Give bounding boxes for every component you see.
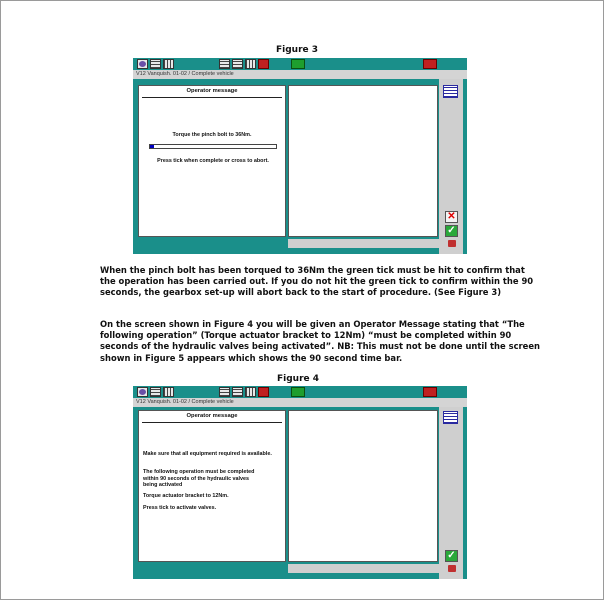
status-text: V12 Vanquish. 01-02 / Complete vehicle: [136, 71, 234, 77]
bars-icon[interactable]: [163, 387, 174, 397]
status-bar: [133, 398, 467, 407]
operator-message-title: Operator message: [186, 88, 238, 94]
figure-4-caption: Figure 4: [277, 374, 320, 384]
lock-icon: [448, 240, 456, 247]
divider: [142, 97, 282, 98]
status-bar: [133, 70, 467, 79]
instruction-text: Press tick when complete or cross to abort.: [157, 158, 269, 164]
red-tool-icon[interactable]: [258, 387, 269, 397]
grid-icon[interactable]: [150, 387, 161, 397]
list-view-icon[interactable]: [443, 85, 458, 98]
cross-button[interactable]: ✕: [445, 211, 458, 223]
toolbar: [133, 386, 467, 398]
tick-button[interactable]: ✓: [445, 225, 458, 237]
tick-button[interactable]: ✓: [445, 550, 458, 562]
list-icon[interactable]: [232, 59, 243, 69]
figure-4-screenshot: [133, 386, 467, 579]
side-toolbar: [439, 407, 463, 579]
operator-message-panel: [138, 85, 286, 237]
info-panel: [288, 410, 438, 562]
app-icon[interactable]: [137, 59, 148, 69]
message-line-1: Make sure that all equipment required is available.: [143, 451, 272, 457]
progress-fill: [150, 145, 154, 148]
diagnostic-icon[interactable]: [219, 387, 230, 397]
lock-icon: [448, 565, 456, 572]
operator-message-panel: [138, 410, 286, 562]
grid-icon[interactable]: [150, 59, 161, 69]
message-line-3: Torque actuator bracket to 12Nm.: [143, 493, 229, 499]
red-car-icon[interactable]: [423, 387, 437, 397]
figure-3-screenshot: [133, 58, 467, 254]
bars-icon[interactable]: [163, 59, 174, 69]
list-view-icon[interactable]: [443, 411, 458, 424]
divider: [142, 422, 282, 423]
monitor-icon[interactable]: [245, 387, 256, 397]
monitor-icon[interactable]: [245, 59, 256, 69]
progress-bar: [149, 144, 277, 149]
red-car-icon[interactable]: [423, 59, 437, 69]
red-tool-icon[interactable]: [258, 59, 269, 69]
status-text: V12 Vanquish. 01-02 / Complete vehicle: [136, 399, 234, 405]
diagnostic-icon[interactable]: [219, 59, 230, 69]
info-panel: [288, 85, 438, 237]
operator-message-text: Torque the pinch bolt to 36Nm.: [172, 132, 252, 138]
operator-message-title: Operator message: [186, 413, 238, 419]
message-line-4: Press tick to activate valves.: [143, 505, 217, 511]
message-line-2: The following operation must be completed within 90 seconds of the hydraulic valves being activated: [143, 469, 255, 489]
green-ecu-icon[interactable]: [291, 59, 305, 69]
side-toolbar: [439, 79, 463, 254]
paragraph-1: When the pinch bolt has been torqued to 36Nm the green tick must be hit to confirm that the operation has been carried out. If you do not hit the green tick to confirm within the 90 seconds, the gearbox set-up will abort back to the start of procedure. (See Figure 3): [100, 265, 534, 298]
list-icon[interactable]: [232, 387, 243, 397]
bottom-status-bar: [288, 239, 439, 248]
green-ecu-icon[interactable]: [291, 387, 305, 397]
toolbar: [133, 58, 467, 70]
bottom-status-bar: [288, 564, 439, 573]
app-icon[interactable]: [137, 387, 148, 397]
figure-3-caption: Figure 3: [276, 45, 319, 55]
paragraph-2: On the screen shown in Figure 4 you will be given an Operator Message stating that “The following operation” (Torque actuator bracket to 12Nm) “must be completed within 90 seconds of the hydraulic valves being activated”. NB: This must not be done until the screen shown in Figure 5 appears which shows the 90 second time bar.: [100, 319, 540, 363]
